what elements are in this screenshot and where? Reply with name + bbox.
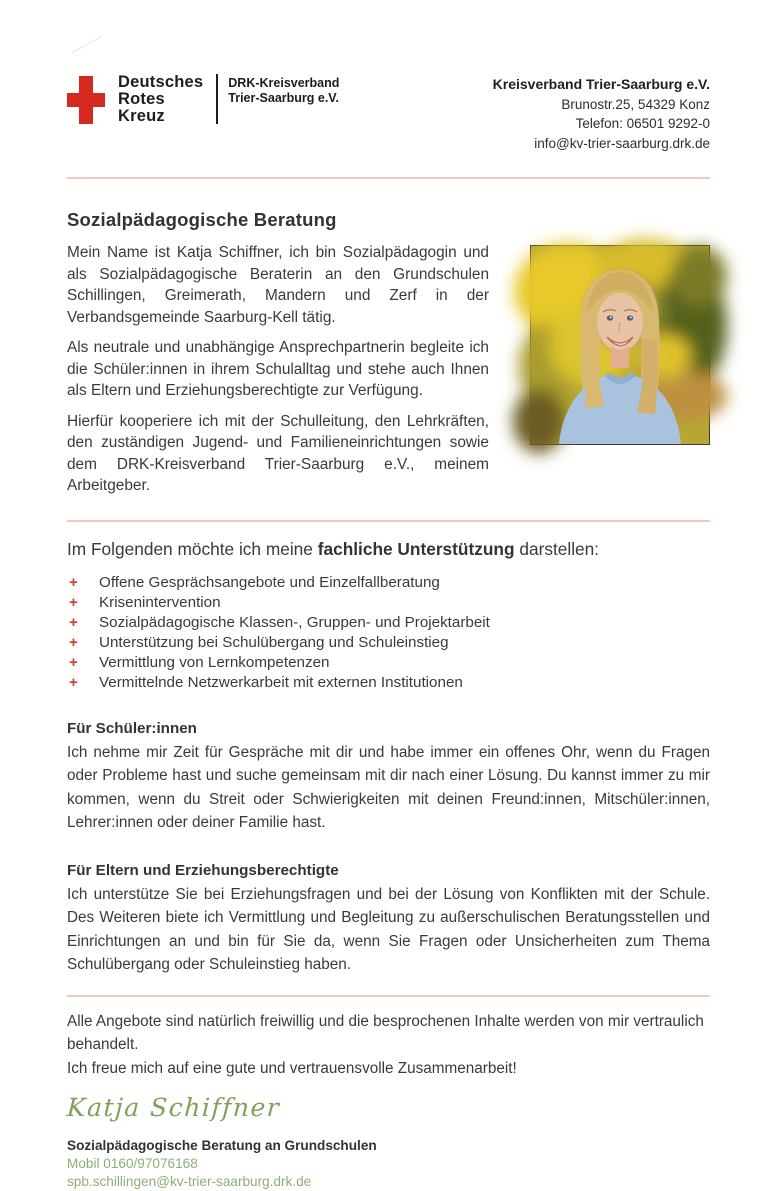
list-item [67, 593, 710, 613]
intro-section [67, 242, 710, 506]
support-heading-prefix: Im Folgenden möchte ich meine [67, 538, 318, 559]
support-list [67, 573, 710, 693]
intro-paragraph-1: Mein Name ist Katja Schiffner, ich bin Sozialpädagogin und als Sozialpädagogische Beraterin an den Grundschulen Schillingen, Greimerath, Mandern und Zerf in der Verbandsgemeinde Saarburg-Kell tätig. [67, 244, 489, 326]
intro-paragraph-2: Als neutrale und unabhängige Ansprechpartnerin begleite ich die Schüler:innen in ihrem Schulalltag und stehe auch Ihnen als Eltern und Erziehungsberechtigte zur Verfügung. [67, 339, 489, 399]
logo-wordmark [118, 74, 203, 125]
list-item [67, 633, 710, 653]
list-item-text: Vermittlung von Lernkompetenzen [99, 653, 330, 671]
signature-email: spb.schillingen@kv-trier-saarburg.drk.de [67, 1174, 312, 1189]
logo-subtitle-line-2: Trier-Saarburg e.V. [228, 91, 339, 105]
red-cross-icon [67, 76, 105, 124]
signature-contact-block [67, 1137, 710, 1191]
list-item-text: Krisenintervention [99, 593, 221, 611]
divider-line-middle [67, 520, 710, 522]
logo-word-1: Deutsches [118, 73, 204, 91]
support-heading-bold: fachliche Unterstützung [317, 538, 515, 559]
plus-bullet-icon: + [69, 633, 78, 651]
list-item [67, 673, 710, 693]
header-contact-name: Kreisverband Trier-Saarburg e.V. [492, 76, 710, 92]
signature-role: Sozialpädagogische Beratung an Grundschulen [67, 1138, 377, 1153]
plus-bullet-icon: + [69, 673, 78, 691]
plus-bullet-icon: + [69, 613, 78, 631]
header-contact-phone: Telefon: 06501 9292-0 [575, 116, 710, 131]
handwritten-signature: Katja Schiffner [66, 1093, 282, 1122]
logo-subtitle [228, 74, 339, 106]
section-heading: Für Schüler:innen [67, 719, 197, 737]
logo-word-2: Rotes [118, 90, 165, 108]
plus-bullet-icon: + [69, 593, 78, 611]
closing-line-2: Ich freue mich auf eine gute und vertrauensvolle Zusammenarbeit! [67, 1059, 517, 1077]
page-title: Sozialpädagogische Beratung [67, 209, 337, 230]
list-item-text: Vermittelnde Netzwerkarbeit mit externen Institutionen [99, 673, 463, 691]
section-eltern [67, 862, 710, 977]
header-contact-email: info@kv-trier-saarburg.drk.de [534, 135, 710, 151]
logo-subtitle-line-1: DRK-Kreisverband [228, 76, 340, 90]
list-item [67, 653, 710, 673]
section-schueler [67, 720, 710, 835]
list-item [67, 613, 710, 633]
logo-divider [216, 74, 218, 124]
list-item-text: Sozialpädagogische Klassen-, Gruppen- und Projektarbeit [99, 613, 490, 631]
portrait-photo [530, 245, 710, 445]
divider-line-top [67, 177, 710, 179]
closing-note [67, 1010, 710, 1081]
intro-paragraphs [67, 242, 489, 506]
intro-paragraph-3: Hierfür kooperiere ich mit der Schulleitung, den Lehrkräften, den zuständigen Jugend- und Familieneinrichtungen sowie dem DRK-Kreisverband Trier-Saarburg e.V., meinem Arbeitgeber. [67, 412, 489, 494]
section-heading: Für Eltern und Erziehungsberechtigte [67, 861, 339, 879]
header-contact-block [493, 75, 710, 153]
list-item-text: Offene Gesprächsangebote und Einzelfallberatung [99, 573, 440, 591]
portrait-photo-illustration [531, 246, 709, 444]
logo-word-3: Kreuz [118, 107, 165, 125]
plus-bullet-icon: + [69, 653, 78, 671]
plus-bullet-icon: + [69, 573, 78, 591]
header-contact-address: Brunostr.25, 54329 Konz [561, 96, 710, 112]
divider-line-bottom [67, 995, 710, 997]
section-text: Ich nehme mir Zeit für Gespräche mit dir und habe immer ein offenes Ohr, wenn du Fragen oder Probleme hast und suche gemeinsam mit dir nach einer Lösung. Du kannst immer zu mir kommen, wenn du Streit oder Schwierigkeiten mit deinen Freund:innen, Mitschüler:innen, Lehrer:innen oder deiner Familie hast. [67, 743, 710, 831]
support-heading [67, 539, 710, 560]
support-heading-suffix: darstellen: [514, 538, 600, 559]
section-text: Ich unterstütze Sie bei Erziehungsfragen und bei der Lösung von Konflikten mit der Schule. Des Weiteren biete ich Vermittlung und Begleitung zu außerschulischen Beratungsstellen und Einrichtungen an und bin für Sie da, wenn Sie Fragen oder Unsicherheiten zum Thema Schulübergang oder Schuleinstieg haben. [67, 885, 710, 973]
letterhead [67, 0, 710, 153]
closing-line-1: Alle Angebote sind natürlich freiwillig und die besprochenen Inhalte werden von mir vertraulich behandelt. [67, 1012, 704, 1053]
drk-logo [67, 74, 339, 125]
list-item-text: Unterstützung bei Schulübergang und Schuleinstieg [99, 633, 449, 651]
list-item [67, 573, 710, 593]
signature-mobile: Mobil 0160/97076168 [67, 1156, 198, 1171]
